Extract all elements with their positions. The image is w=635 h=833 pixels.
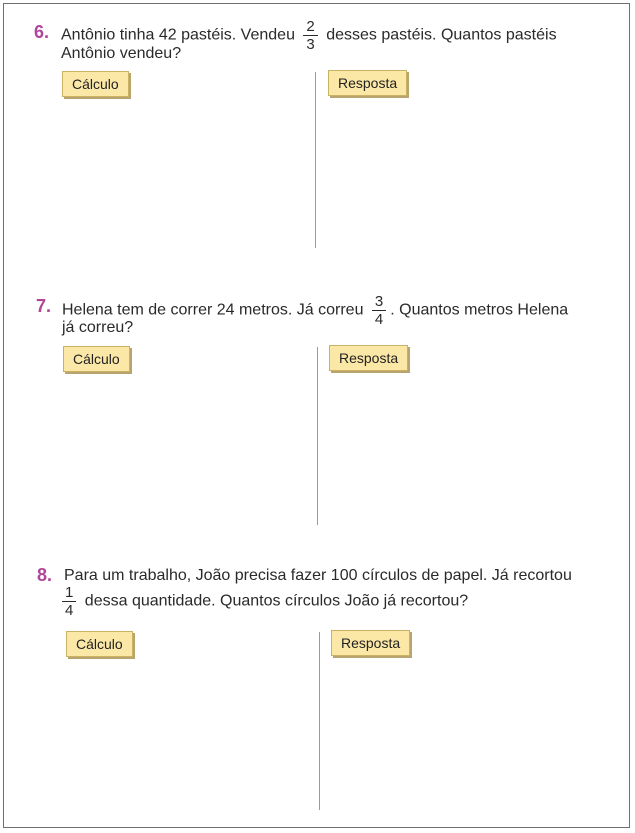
- calculo-label: Cálculo: [66, 631, 133, 657]
- question-text: . Quantos metros Helena: [390, 301, 569, 319]
- fraction-denominator: 4: [65, 602, 74, 619]
- fraction-denominator: 3: [306, 36, 315, 53]
- fraction: [303, 18, 317, 53]
- question-text: Helena tem de correr 24 metros. Já correu: [62, 301, 364, 319]
- column-divider: [315, 72, 316, 248]
- question-text: desses pastéis. Quantos pastéis: [326, 26, 557, 44]
- resposta-label: Resposta: [329, 345, 408, 371]
- exercise-number: 6.: [34, 22, 50, 42]
- resposta-label: Resposta: [328, 70, 407, 96]
- question-line-1: [62, 293, 568, 328]
- question-line-2: Antônio vendeu?: [61, 45, 182, 62]
- question-line-2: [62, 584, 468, 619]
- question-text: dessa quantidade. Quantos círculos João já recortou?: [84, 592, 469, 610]
- fraction-numerator: 3: [372, 293, 386, 311]
- resposta-label: Resposta: [331, 630, 410, 656]
- column-divider: [319, 632, 320, 810]
- exercise-number: 7.: [36, 296, 52, 316]
- fraction-denominator: 4: [374, 311, 384, 328]
- calculo-label: Cálculo: [63, 346, 130, 372]
- fraction-numerator: 1: [62, 584, 76, 602]
- exercise-number: 8.: [37, 565, 53, 585]
- question-line-2: já correu?: [62, 319, 134, 336]
- fraction: [372, 293, 386, 328]
- calculo-label: Cálculo: [62, 71, 129, 97]
- fraction: [62, 584, 76, 619]
- column-divider: [317, 347, 318, 525]
- question-line-1: Para um trabalho, João precisa fazer 100 círculos de papel. Já recortou: [64, 567, 572, 584]
- question-text: Antônio tinha 42 pastéis. Vendeu: [61, 26, 295, 44]
- fraction-numerator: 2: [303, 18, 317, 36]
